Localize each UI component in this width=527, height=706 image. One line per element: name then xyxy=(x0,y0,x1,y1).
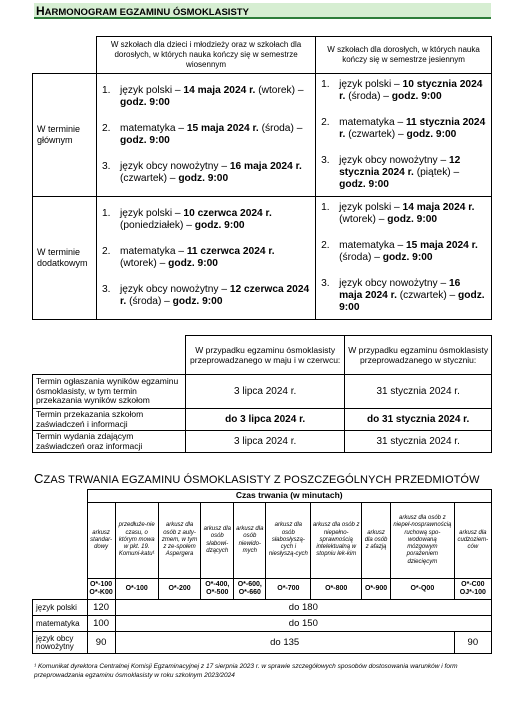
section-title-first: C xyxy=(34,471,44,486)
exam-number: 1. xyxy=(102,208,111,219)
exam-text xyxy=(120,208,310,232)
schedule-col1-header: W szkołach dla dzieci i młodzieży oraz w szkołach dla dorosłych, w których nauka kończy się w semestrze wiosennym xyxy=(97,37,316,74)
exam-number: 3. xyxy=(321,155,330,166)
schedule-corner xyxy=(33,37,97,74)
results-value: 3 lipca 2024 r. xyxy=(186,375,345,409)
exam-time: godz. 9:00 xyxy=(339,179,389,190)
duration-row-label: język polski xyxy=(33,600,88,616)
schedule-header-row xyxy=(33,37,492,74)
exam-date: 10 stycznia 2024 r. xyxy=(339,79,483,102)
duration-corner xyxy=(33,503,88,579)
exam-time: godz. 9:00 xyxy=(172,296,223,307)
duration-standard-value: 100 xyxy=(87,616,115,632)
title-first-letter: H xyxy=(36,4,45,18)
duration-extended-value: do 135 xyxy=(115,632,454,654)
duration-code: O*-100 xyxy=(115,579,158,600)
exam-time: godz. 9:00 xyxy=(194,220,245,231)
exam-item xyxy=(317,117,486,141)
exam-weekday: (wtorek) – xyxy=(255,85,304,96)
results-value: 31 stycznia 2024 r. xyxy=(345,431,492,453)
exam-date: 15 maja 2024 r. xyxy=(186,123,259,134)
exam-time: godz. 9:00 xyxy=(339,290,485,313)
exam-weekday: (czwartek) – xyxy=(345,129,407,140)
exam-number: 3. xyxy=(102,161,111,172)
results-row xyxy=(33,409,492,431)
exam-subject: język polski – xyxy=(339,202,403,213)
exam-number: 3. xyxy=(321,278,330,289)
duration-sub-header: arkusz standar-dowy xyxy=(87,503,115,579)
results-col1-header: W przypadku egzaminu ósmoklasisty przeprowadzanego w maju i w czerwcu: xyxy=(186,336,345,375)
duration-sub-header: arkusz dla osób słabosłyszą-cych i niesłyszą-cych xyxy=(266,503,311,579)
exam-weekday: (wtorek) – xyxy=(339,214,388,225)
exam-date: 11 stycznia 2024 r. xyxy=(339,117,486,140)
exam-date: 11 czerwca 2024 r. xyxy=(186,246,275,257)
exam-date: 16 maja 2024 r. xyxy=(229,161,302,172)
exam-text xyxy=(120,85,310,109)
exam-date: 10 czerwca 2024 r. xyxy=(183,208,272,219)
results-row-label: Termin wydania zdającym zaświadczeń oraz informacji xyxy=(33,431,186,453)
exam-weekday: (środa) – xyxy=(126,296,173,307)
results-row-label: Termin przekazania szkołom zaświadczeń i informacji xyxy=(33,409,186,431)
exam-subject: matematyka – xyxy=(120,123,187,134)
exam-subject: język polski – xyxy=(339,79,403,90)
exam-subject: język polski – xyxy=(120,85,184,96)
exam-item xyxy=(98,161,310,185)
exam-number: 2. xyxy=(321,240,330,251)
results-table xyxy=(32,335,492,453)
schedule-row-label: W terminie dodatkowym xyxy=(33,197,97,320)
exam-date: 14 maja 2024 r. xyxy=(183,85,256,96)
duration-extended-value: do 180 xyxy=(115,600,491,616)
duration-code: O*-400, O*-500 xyxy=(201,579,234,600)
exam-time: godz. 9:00 xyxy=(387,214,438,225)
exam-text xyxy=(120,284,310,308)
exam-weekday: (czwartek) – xyxy=(396,290,459,301)
duration-sub-header: arkusz dla osób niewido-mych xyxy=(234,503,266,579)
duration-row-label: matematyka xyxy=(33,616,88,632)
schedule-cell xyxy=(97,74,316,197)
exam-number: 1. xyxy=(321,202,330,213)
exam-item xyxy=(98,208,310,232)
exam-item xyxy=(98,284,310,308)
exam-list xyxy=(317,75,490,195)
exam-item xyxy=(317,202,486,226)
results-header-row xyxy=(33,336,492,375)
exam-subject: matematyka – xyxy=(339,117,406,128)
exam-text xyxy=(120,123,310,147)
section-title-rest: ZAS TRWANIA EGZAMINU ÓSMOKLASISTY Z POSZCZEGÓLNYCH PRZEDMIOTÓW xyxy=(43,474,480,486)
duration-sub-header: arkusz dla osób z niepełno-sprawnością intelektualną w stopniu lek-kim xyxy=(311,503,362,579)
schedule-row-main xyxy=(33,74,492,197)
exam-date: 12 czerwca 2024 r. xyxy=(120,284,310,307)
exam-weekday: (środa) – xyxy=(339,252,383,263)
exam-weekday: (środa) – xyxy=(345,91,392,102)
exam-item xyxy=(317,79,486,103)
duration-sub-header: arkusz dla osób z niepeł-nosprawnością ruchową spo-wodowaną mózgowym porażeniem dziecięcym xyxy=(391,503,455,579)
exam-text xyxy=(120,161,310,185)
footnote: ¹ Komunikat dyrektora Centralnej Komisji Egzaminacyjnej z 17 sierpnia 2023 r. w sprawie szczegółowych sposobów dostosowania warunków i form przeprowadzania egzaminu ósmoklasisty w roku szkolnym 2023/2024 xyxy=(34,663,458,679)
duration-code: O*-900 xyxy=(362,579,391,600)
schedule-row-label: W terminie głównym xyxy=(33,74,97,197)
exam-number: 2. xyxy=(321,117,330,128)
results-row xyxy=(33,431,492,453)
page-title xyxy=(34,3,491,19)
exam-item xyxy=(98,123,310,147)
results-value: 31 stycznia 2024 r. xyxy=(345,375,492,409)
duration-extended-value: do 150 xyxy=(115,616,491,632)
duration-row-label: język obcy nowożytny xyxy=(33,632,88,654)
exam-item xyxy=(98,246,310,270)
exam-date: 16 maja 2024 r. xyxy=(339,278,461,301)
results-value: 3 lipca 2024 r. xyxy=(186,431,345,453)
results-col2-header: W przypadku egzaminu ósmoklasisty przeprowadzanego w styczniu: xyxy=(345,336,492,375)
exam-text xyxy=(339,79,486,103)
exam-number: 1. xyxy=(102,85,111,96)
exam-subject: język obcy nowożytny – xyxy=(339,278,449,289)
duration-sub-header: arkusz dla osób z auty-zmem, w tym z ze-społem Aspergera xyxy=(158,503,201,579)
duration-code: O*-200 xyxy=(158,579,201,600)
exam-date: 12 stycznia 2024 r. xyxy=(339,155,461,178)
duration-code: O*-Q00 xyxy=(391,579,455,600)
schedule-cell xyxy=(97,197,316,320)
exam-date: 15 maja 2024 r. xyxy=(405,240,478,251)
exam-weekday: (czwartek) – xyxy=(120,173,179,184)
exam-text xyxy=(339,155,486,191)
duration-code: O*-600, O*-660 xyxy=(234,579,266,600)
exam-subject: język obcy nowożytny – xyxy=(339,155,449,166)
exam-number: 2. xyxy=(102,123,111,134)
duration-codes-row xyxy=(33,579,492,600)
duration-sub-header-row xyxy=(33,503,492,579)
exam-time: godz. 9:00 xyxy=(120,135,170,146)
duration-code: O*-700 xyxy=(266,579,311,600)
duration-main-header-row xyxy=(33,490,492,503)
exam-subject: język obcy nowożytny – xyxy=(120,161,230,172)
exam-date: 14 maja 2024 r. xyxy=(402,202,475,213)
exam-list xyxy=(98,81,314,189)
schedule-table xyxy=(32,36,492,320)
exam-subject: matematyka – xyxy=(339,240,406,251)
schedule-cell xyxy=(316,197,492,320)
exam-weekday: (wtorek) – xyxy=(120,258,169,269)
exam-list xyxy=(317,198,490,318)
exam-weekday: (poniedziałek) – xyxy=(120,220,195,231)
exam-subject: matematyka – xyxy=(120,246,187,257)
exam-time: godz. 9:00 xyxy=(391,91,442,102)
duration-standard-value: 120 xyxy=(87,600,115,616)
exam-number: 3. xyxy=(102,284,111,295)
duration-corner xyxy=(33,490,88,503)
exam-subject: język obcy nowożytny – xyxy=(120,284,230,295)
duration-code: O*-C00 OJ*-100 xyxy=(454,579,491,600)
results-row xyxy=(33,375,492,409)
duration-main-header: Czas trwania (w minutach) xyxy=(87,490,492,503)
results-value: do 3 lipca 2024 r. xyxy=(186,409,345,431)
title-rest: ARMONOGRAM EGZAMINU ÓSMOKLASISTY xyxy=(44,7,249,18)
duration-sub-header: przedłuże-nie czasu, o którym mowa w pkt. 19. Komuni-katu¹ xyxy=(115,503,158,579)
results-value: do 31 stycznia 2024 r. xyxy=(345,409,492,431)
duration-table xyxy=(32,489,492,654)
duration-foreigner-value: 90 xyxy=(454,632,491,654)
duration-section-title xyxy=(34,471,480,486)
exam-time: godz. 9:00 xyxy=(406,129,457,140)
exam-number: 2. xyxy=(102,246,111,257)
exam-time: godz. 9:00 xyxy=(178,173,229,184)
duration-row xyxy=(33,600,492,616)
duration-row xyxy=(33,632,492,654)
exam-list xyxy=(98,204,314,312)
duration-corner xyxy=(33,579,88,600)
exam-text xyxy=(339,202,486,226)
exam-time: godz. 9:00 xyxy=(120,97,170,108)
duration-row xyxy=(33,616,492,632)
schedule-cell xyxy=(316,74,492,197)
exam-item xyxy=(317,155,486,191)
exam-text xyxy=(339,117,486,141)
duration-code: O*-800 xyxy=(311,579,362,600)
exam-time: godz. 9:00 xyxy=(168,258,218,269)
schedule-row-extra xyxy=(33,197,492,320)
results-corner xyxy=(33,336,186,375)
exam-text xyxy=(339,240,486,264)
exam-text xyxy=(120,246,310,270)
duration-standard-value: 90 xyxy=(87,632,115,654)
duration-sub-header: arkusz dla cudzoziem-ców xyxy=(454,503,491,579)
duration-sub-header: arkusz dla osób słabowi-dzących xyxy=(201,503,234,579)
exam-item xyxy=(317,278,486,314)
results-row-label: Termin ogłaszania wyników egzaminu ósmoklasisty, w tym termin przekazania wyników szkołom xyxy=(33,375,186,409)
exam-time: godz. 9:00 xyxy=(382,252,433,263)
exam-item xyxy=(317,240,486,264)
duration-code: O*-100 O*-K00 xyxy=(87,579,115,600)
exam-subject: język polski – xyxy=(120,208,184,219)
schedule-col2-header: W szkołach dla dorosłych, w których nauka kończy się w semestrze jesiennym xyxy=(316,37,492,74)
exam-weekday: (piątek) – xyxy=(413,167,460,178)
exam-text xyxy=(339,278,486,314)
exam-number: 1. xyxy=(321,79,330,90)
exam-item xyxy=(98,85,310,109)
duration-sub-header: arkusz dla osób z afazją xyxy=(362,503,391,579)
exam-weekday: (środa) – xyxy=(258,123,303,134)
